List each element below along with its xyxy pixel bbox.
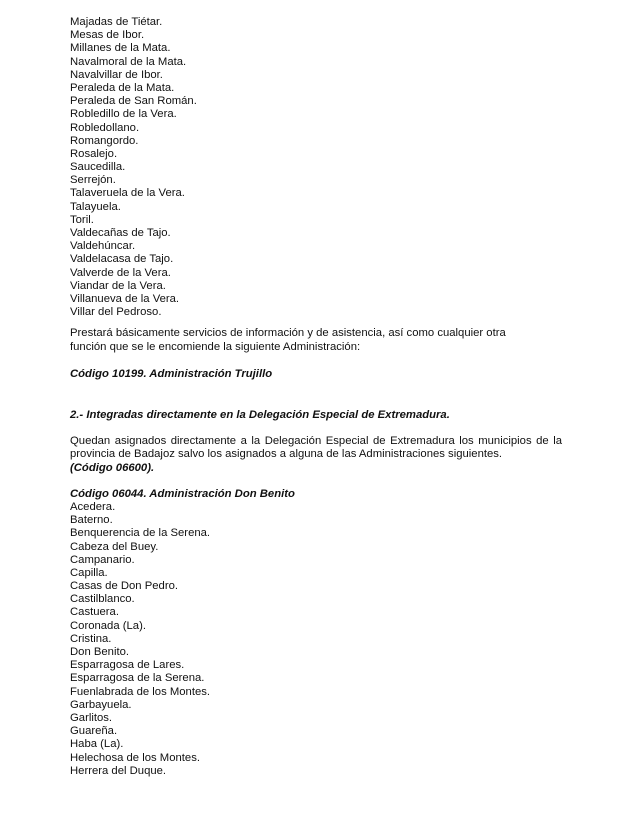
list-item: Majadas de Tiétar. (70, 16, 163, 28)
municipality-list-trujillo (70, 16, 562, 319)
list-item: Serrejón. (70, 174, 116, 187)
list-item: Mesas de Ibor. (70, 29, 145, 42)
list-item: Valdelacasa de Tajo. (70, 253, 174, 266)
section-heading: 2.- Integradas directamente en la Delegación Especial de Extremadura. (70, 408, 450, 421)
list-item: Talaveruela de la Vera. (70, 187, 185, 200)
municipality-list-don-benito (70, 501, 562, 778)
list-item: Casas de Don Pedro. (70, 580, 179, 593)
list-item: Fuenlabrada de los Montes. (70, 685, 211, 698)
administration-code-heading: Código 10199. Administración Trujillo (70, 367, 273, 380)
list-item: Villanueva de la Vera. (70, 292, 180, 305)
list-item: Peraleda de San Román. (70, 95, 197, 108)
list-item: Villar del Pedroso. (70, 306, 162, 319)
list-item: Millanes de la Mata. (70, 42, 171, 55)
list-item: Toril. (70, 213, 94, 226)
list-item: Garbayuela. (70, 698, 132, 711)
list-item: Acedera. (70, 500, 116, 513)
list-item: Navalvillar de Ibor. (70, 68, 163, 81)
list-item: Navalmoral de la Mata. (70, 55, 187, 68)
list-item: Robledillo de la Vera. (70, 108, 177, 121)
list-item: Cabeza del Buey. (70, 540, 159, 553)
paragraph-line: Prestará básicamente servicios de información y de asistencia, así como cualquier otra (70, 327, 506, 340)
list-item: Viandar de la Vera. (70, 279, 166, 292)
administration-code-heading: Código 06044. Administración Don Benito (70, 487, 295, 500)
list-item: Campanario. (70, 553, 135, 566)
list-item: Capilla. (70, 566, 108, 579)
list-item: Castuera. (70, 606, 119, 619)
list-item: Romangordo. (70, 134, 139, 147)
list-item: Peraleda de la Mata. (70, 81, 175, 94)
list-item: Rosalejo. (70, 147, 118, 160)
list-item: Talayuela. (70, 200, 121, 213)
services-paragraph (70, 327, 562, 353)
document-page (70, 16, 562, 778)
list-item: Garlitos. (70, 711, 113, 724)
list-item: Haba (La). (70, 738, 124, 751)
list-item: Castilblanco. (70, 593, 135, 606)
list-item: Helechosa de los Montes. (70, 751, 200, 764)
list-item: Saucedilla. (70, 161, 126, 174)
assignment-paragraph (70, 435, 562, 475)
paragraph-code: (Código 06600). (70, 461, 155, 474)
list-item: Baterno. (70, 514, 113, 527)
paragraph-line: función que se le encomiende la siguiente Administración: (70, 340, 361, 353)
list-item: Benquerencia de la Serena. (70, 527, 211, 540)
list-item: Esparragosa de la Serena. (70, 672, 205, 685)
list-item: Cristina. (70, 632, 112, 645)
list-item: Valverde de la Vera. (70, 266, 171, 279)
list-item: Guareña. (70, 725, 118, 738)
list-item: Don Benito. (70, 646, 130, 658)
list-item: Robledollano. (70, 121, 140, 134)
list-item: Esparragosa de Lares. (70, 659, 185, 672)
paragraph-text: Quedan asignados directamente a la Delegación Especial de Extremadura los municipios de la provincia de Badajoz salvo los asignados a alguna de las Administraciones siguientes. (70, 435, 562, 461)
list-item: Valdehúncar. (70, 240, 136, 253)
list-item: Valdecañas de Tajo. (70, 227, 171, 239)
list-item: Herrera del Duque. (70, 764, 167, 777)
list-item: Coronada (La). (70, 619, 146, 632)
